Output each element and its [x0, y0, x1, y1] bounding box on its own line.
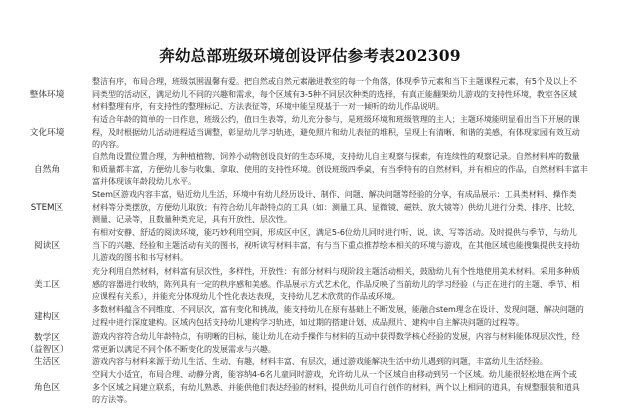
row-content — [92, 356, 612, 369]
row-content — [92, 331, 612, 356]
content-line: Stem区游戏内容丰富，贴近幼儿生活，环境中有幼儿经历设计、制作、问题、解决问题等经验的分享，有成品展示：工具类材料、操作类 — [92, 190, 577, 199]
content-line: 程，及时根据幼儿活动进程适当调整，彰显幼儿学习轨迹，避免照片和幼儿表征的堆积，呈现上有清晰、和谐的美感，有体现家园有效互动 — [92, 127, 580, 137]
content-line: 游戏内容符合幼儿年龄特点，有明晰的目标，能让幼儿在动手操作与材料的互动中获得数学核心经验的发展，内容与材料能体现层次性，经 — [92, 332, 580, 341]
content-line: 材料等分类摆放，方便幼儿取放；有符合幼儿年龄特点的工具（如：测量工具、显微镜、磁铁、放大镜等）供幼儿进行分类、排序、比较、 — [92, 202, 580, 212]
row-content — [92, 114, 612, 152]
row-content — [92, 304, 612, 329]
row-label: 文化环境 — [29, 127, 65, 138]
row-label: 生活区 — [33, 357, 61, 368]
content-line: 儿游戏的图书和书写材料。 — [92, 253, 188, 263]
content-line: 多个区域之间建立联系，有幼儿熟悉、并能供他们表达经验的材料，提供幼儿可自行创作的材料，两个以上相同的道具，有规整服装和道具 — [92, 382, 580, 392]
row-content — [92, 266, 612, 304]
row-label: 建构区 — [33, 311, 61, 322]
content-line: 有相对安静、舒适的阅读环境，能巧妙利用空间，形成区中区，满足5-6位幼儿同时进行听、说、读、写等活动。及时提供与季节、与幼儿 — [92, 228, 577, 237]
content-line: 自然角设置位置合理，为种植植物、饲养小动物创设良好的生态环境，支持幼儿自主观察与探索，有连续性的观察记录。自然材料库的数量 — [92, 152, 580, 161]
content-line: 充分利用自然材料，材料富有层次性，多样性，开放性：有部分材料与现阶段主题活动相关，鼓励幼儿有个性地使用美术材料。采用多种质 — [92, 267, 580, 276]
content-line: 整洁有序，布局合理，班级氛围温馨有爱。把自然或自然元素融进教室的每一个角落，体现季节元素和当下主题课程元素，有5个及以上不 — [92, 77, 577, 86]
content-line: 当下的兴趣、经验和主题活动有关的图书，视听读写材料丰富，有与当下重点推荐绘本相关的环境与游戏，在其他区域也能搜集提供支持幼 — [92, 240, 580, 250]
row-content — [92, 227, 612, 265]
row-label: STEM区 — [30, 202, 64, 213]
row-content — [92, 76, 612, 114]
content-line: 常更新以满足不同个体不断变化的发展需求与兴趣。 — [92, 344, 276, 354]
row-label: 阅读区 — [33, 240, 61, 251]
row-label: 数学区 （益智区） — [25, 332, 69, 355]
document-title: 奔幼总部班级环境创设评估参考表202309 — [159, 46, 461, 65]
row-content — [92, 369, 612, 407]
row-label: 美工区 — [33, 279, 61, 290]
row-content — [92, 151, 612, 189]
content-line: 材料整理有序，有支持性的整理标记、方法表征等，环境中能呈现基于一对一倾听的幼儿作品说明。 — [92, 102, 444, 112]
row-label: 整体环境 — [29, 89, 65, 100]
content-line: 感的容器进行收纳，陈列具有一定的秩序感和美感。作品展示方式艺术化，作品反映了当前幼儿的学习经验（与正在进行的主题、季节、相 — [92, 279, 580, 289]
content-line: 空间大小适宜，布局合理、动静分离，能容纳4-6名儿童同时游戏，允许幼儿从一个区域自由移动到另一个区域。幼儿能很轻松地在两个或 — [92, 370, 577, 379]
content-line: 过程中进行深度建构。区域内包括支持幼儿建构学习轨迹，如过期的搭建计划、成品照片、建构中自主解决问题的过程等。 — [92, 317, 524, 327]
row-content — [92, 189, 612, 227]
content-line: 有适合年龄的简单的一日作息，班级公约，值日生表等，幼儿充分参与，是班级环境和班级管理的主人；主题环境能明显看出当下开展的课 — [92, 115, 580, 124]
content-line: 应课程有关系），并能充分体现幼儿个性化表达表现，支持幼儿艺术欣赏的作品或环境。 — [92, 292, 400, 302]
content-line: 同类型的活动区，满足幼儿不同的兴趣和需求，每个区域有3-5种不同层次种类的选择，有真正能翻架幼儿游戏的支持性环境，教室各区域 — [92, 89, 577, 99]
content-line: 的内容。 — [92, 140, 124, 150]
content-line: 和质量都丰富，方便幼儿参与收集、拿取、使用的支持性环境。创设班级四季桌，有当季特有的自然材料，并有相应的作品，自然材料丰富丰 — [92, 164, 588, 174]
content-line: 测量、记录等，且数量种类充足，具有开放性、层次性。 — [92, 215, 292, 225]
row-label: 自然角 — [33, 164, 61, 175]
row-label: 角色区 — [33, 382, 61, 393]
content-line: 多数材料蕴含不同维度、不同层次，富有变化和挑战，能支持幼儿在原有基础上不断发展，能融合stem理念在设计、发现问题、解决问题的 — [92, 305, 584, 314]
content-line: 游戏内容与材料来源于幼儿生活、生动、有趣，材料丰富、有层次，通过游戏能解决生活中幼儿遇到的问题，丰富幼儿生活经验。 — [92, 357, 548, 366]
content-line: 的方法等。 — [92, 395, 132, 405]
content-line: 富并体现该年龄段幼儿水平。 — [92, 177, 196, 187]
